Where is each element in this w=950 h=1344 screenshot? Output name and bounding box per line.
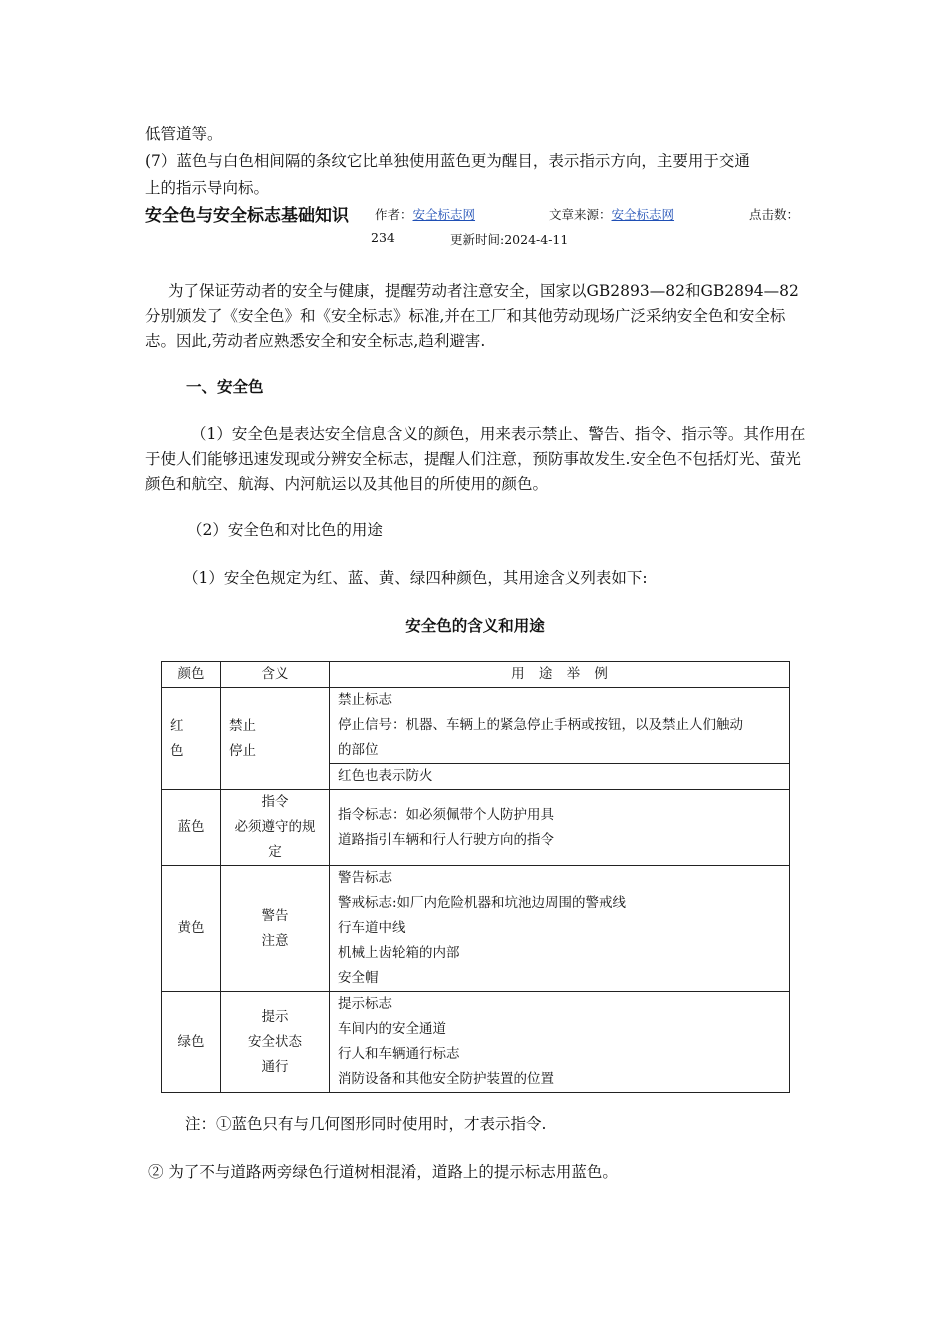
cell-text: 禁止 [229, 717, 256, 734]
cell-text: 道路指引车辆和行人行驶方向的指令 [338, 831, 554, 848]
cell-text: 提示 [261, 1008, 289, 1025]
cell-text: 通行 [261, 1058, 289, 1075]
source-link[interactable]: 安全标志网 [611, 207, 675, 222]
cell-text: 警告标志 [338, 870, 392, 886]
cell-text: 停止信号：机器、车辆上的紧急停止手柄或按钮，以及禁止人们触动 [338, 717, 743, 733]
cell-meaning-yellow [221, 866, 330, 992]
cell-text: 停止 [229, 742, 256, 759]
table-row-red [162, 688, 790, 764]
safety-color-table [161, 661, 790, 1093]
source-meta [549, 205, 674, 223]
cell-color-yellow: 黄色 [162, 866, 221, 992]
cell-uses-blue [330, 790, 790, 866]
cell-text: 机械上齿轮箱的内部 [338, 945, 460, 961]
note-2: ② 为了不与道路两旁绿色行道树相混淆，道路上的提示标志用蓝色。 [148, 1163, 618, 1181]
cell-uses-red [330, 688, 790, 764]
cell-color-green: 绿色 [162, 992, 221, 1093]
text-line: 上的指示导向标。 [145, 179, 270, 197]
cell-meaning-blue [221, 790, 330, 866]
cell-text: 警告 [261, 907, 289, 924]
updated-meta [450, 230, 568, 248]
table-row-blue [162, 790, 790, 866]
table-row-green [162, 992, 790, 1093]
cell-text: 提示标志 [338, 996, 392, 1012]
cell-text: 指令 [261, 794, 289, 810]
paragraph-safety-color: （1）安全色是表达安全信息含义的颜色，用来表示禁止、警告、指令、指示等。其作用在于使人们能够迅速发现或分辨安全标志，提醒人们注意，预防事故发生.安全色不包括灯光、萤光颜色和航空、航海、内河航运以及其他目的所使用的颜色。 [145, 425, 806, 493]
note-1: 注：①蓝色只有与几何图形同时使用时，才表示指令. [185, 1115, 547, 1133]
text-line: 低管道等。 [145, 125, 223, 143]
cell-text: 必须遵守的规 [234, 819, 316, 835]
author-label: 作者： [375, 207, 413, 222]
cell-text: 行车道中线 [338, 920, 406, 936]
cell-uses-red-fire: 红色也表示防火 [330, 764, 790, 790]
cell-color-red [162, 688, 221, 790]
cell-text: 禁止标志 [338, 692, 392, 708]
updated-label: 更新时间: [450, 232, 505, 247]
cell-text: 色 [170, 742, 184, 759]
cell-color-blue: 蓝色 [162, 790, 221, 866]
cell-text: 警戒标志:如厂内危险机器和坑池边周围的警戒线 [338, 895, 627, 911]
cell-text: 注意 [261, 932, 289, 949]
cell-meaning-green [221, 992, 330, 1093]
author-meta [375, 205, 475, 223]
table-header-row [162, 662, 790, 688]
cell-uses-green [330, 992, 790, 1093]
paragraph-four-colors: （1）安全色规定为红、蓝、黄、绿四种颜色，其用途含义列表如下: [183, 569, 648, 587]
clicks-label: 点击数： [749, 207, 800, 222]
cell-text: 红 [170, 717, 184, 734]
author-link[interactable]: 安全标志网 [412, 207, 476, 222]
source-label: 文章来源： [549, 207, 612, 222]
cell-uses-yellow [330, 866, 790, 992]
paragraph-usage-heading: （2）安全色和对比色的用途 [187, 521, 383, 539]
clicks-count: 234 [371, 230, 395, 245]
cell-text: 的部位 [338, 742, 379, 758]
cell-text: 安全状态 [248, 1033, 302, 1050]
article-title: 安全色与安全标志基础知识 [145, 206, 349, 226]
cell-text: 指令标志：如必须佩带个人防护用具 [338, 806, 554, 823]
cell-text: 车间内的安全通道 [338, 1021, 446, 1037]
cell-text: 消防设备和其他安全防护装置的位置 [338, 1071, 554, 1087]
header-uses: 用 途 举 例 [330, 662, 790, 688]
table-row-yellow [162, 866, 790, 992]
text-line: (7）蓝色与白色相间隔的条纹它比单独使用蓝色更为醒目，表示指示方向，主要用于交通 [145, 152, 750, 170]
cell-text: 行人和车辆通行标志 [338, 1046, 460, 1062]
updated-date: 2024-4-11 [504, 232, 569, 247]
cell-text: 安全帽 [338, 970, 379, 986]
intro-paragraph: 为了保证劳动者的安全与健康，提醒劳动者注意安全，国家以GB2893—82和GB2894—82分别颁发了《安全色》和《安全标志》标准,并在工厂和其他劳动现场广泛采纳安全色和安全标志。因此,劳动者应熟悉安全和安全标志,趋利避害. [145, 282, 799, 350]
table-caption: 安全色的含义和用途 [405, 617, 545, 635]
cell-text: 定 [268, 844, 282, 860]
header-color: 颜色 [162, 662, 221, 688]
header-meaning: 含义 [221, 662, 330, 688]
cell-meaning-red [221, 688, 330, 790]
section-heading: 一、安全色 [186, 378, 264, 396]
